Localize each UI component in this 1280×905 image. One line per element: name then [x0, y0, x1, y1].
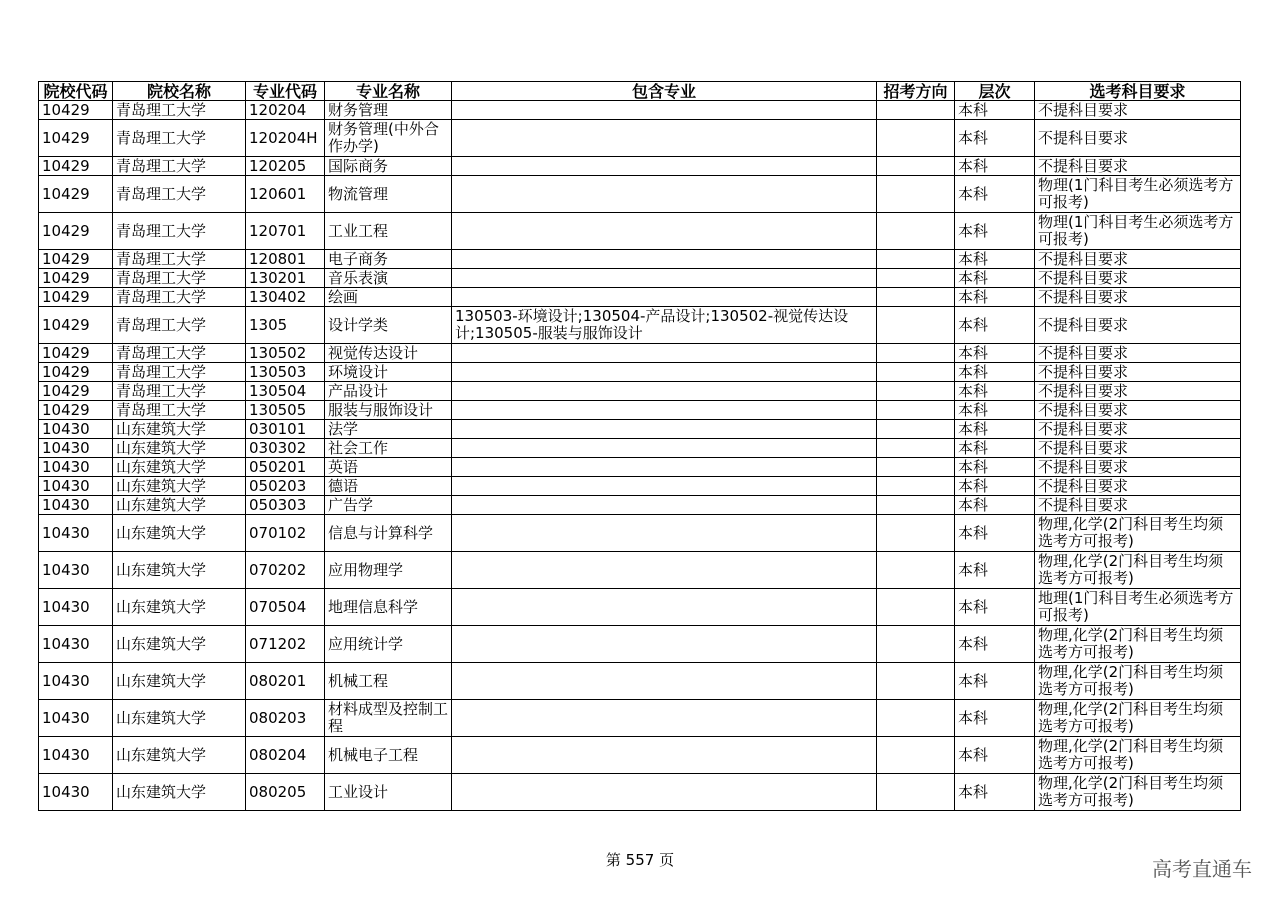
cell-school-code: 10430: [39, 420, 113, 439]
cell-major-name: 音乐表演: [325, 269, 452, 288]
cell-major-name: 英语: [325, 458, 452, 477]
cell-level: 本科: [955, 288, 1035, 307]
cell-school-name: 山东建筑大学: [113, 589, 246, 626]
cell-major-code: 120601: [246, 176, 325, 213]
cell-direction: [877, 515, 955, 552]
cell-direction: [877, 250, 955, 269]
cell-direction: [877, 737, 955, 774]
cell-school-name: 青岛理工大学: [113, 120, 246, 157]
cell-subject-requirement: 不提科目要求: [1035, 382, 1241, 401]
table-row: [39, 288, 1241, 307]
cell-level: 本科: [955, 737, 1035, 774]
cell-subject-requirement: 不提科目要求: [1035, 101, 1241, 120]
cell-level: 本科: [955, 420, 1035, 439]
table-row: [39, 420, 1241, 439]
cell-school-code: 10429: [39, 363, 113, 382]
cell-school-code: 10429: [39, 176, 113, 213]
cell-major-code: 030101: [246, 420, 325, 439]
cell-major-code: 050201: [246, 458, 325, 477]
cell-included-majors: [452, 700, 877, 737]
cell-subject-requirement: 物理,化学(2门科目考生均须选考方可报考): [1035, 626, 1241, 663]
cell-level: 本科: [955, 157, 1035, 176]
cell-school-code: 10429: [39, 157, 113, 176]
header-school-name: 院校名称: [113, 82, 246, 101]
cell-included-majors: [452, 626, 877, 663]
cell-included-majors: [452, 250, 877, 269]
cell-school-code: 10430: [39, 700, 113, 737]
cell-school-code: 10429: [39, 250, 113, 269]
table-row: [39, 307, 1241, 344]
cell-direction: [877, 307, 955, 344]
table-row: [39, 458, 1241, 477]
cell-subject-requirement: 不提科目要求: [1035, 344, 1241, 363]
cell-level: 本科: [955, 250, 1035, 269]
cell-school-name: 山东建筑大学: [113, 626, 246, 663]
table-row: [39, 250, 1241, 269]
cell-subject-requirement: 不提科目要求: [1035, 307, 1241, 344]
cell-level: 本科: [955, 101, 1035, 120]
cell-direction: [877, 382, 955, 401]
cell-subject-requirement: 不提科目要求: [1035, 439, 1241, 458]
cell-included-majors: [452, 439, 877, 458]
table-row: [39, 589, 1241, 626]
cell-subject-requirement: 物理,化学(2门科目考生均须选考方可报考): [1035, 515, 1241, 552]
cell-subject-requirement: 不提科目要求: [1035, 250, 1241, 269]
cell-included-majors: [452, 363, 877, 382]
cell-direction: [877, 157, 955, 176]
cell-level: 本科: [955, 363, 1035, 382]
cell-major-code: 070504: [246, 589, 325, 626]
table-row: [39, 439, 1241, 458]
cell-school-code: 10430: [39, 626, 113, 663]
cell-subject-requirement: 不提科目要求: [1035, 496, 1241, 515]
cell-major-code: 080205: [246, 774, 325, 811]
header-row: [39, 82, 1241, 101]
cell-major-name: 应用统计学: [325, 626, 452, 663]
cell-major-name: 服装与服饰设计: [325, 401, 452, 420]
cell-school-name: 山东建筑大学: [113, 515, 246, 552]
cell-direction: [877, 288, 955, 307]
cell-major-code: 130505: [246, 401, 325, 420]
cell-school-code: 10429: [39, 344, 113, 363]
cell-major-name: 应用物理学: [325, 552, 452, 589]
admissions-table: [38, 81, 1241, 811]
table-row: [39, 382, 1241, 401]
cell-school-name: 青岛理工大学: [113, 307, 246, 344]
cell-direction: [877, 439, 955, 458]
cell-school-code: 10430: [39, 737, 113, 774]
cell-subject-requirement: 地理(1门科目考生必须选考方可报考): [1035, 589, 1241, 626]
table-row: [39, 363, 1241, 382]
cell-direction: [877, 589, 955, 626]
cell-major-name: 社会工作: [325, 439, 452, 458]
cell-school-code: 10430: [39, 663, 113, 700]
header-subject-requirement: 选考科目要求: [1035, 82, 1241, 101]
cell-school-name: 山东建筑大学: [113, 552, 246, 589]
cell-school-name: 青岛理工大学: [113, 288, 246, 307]
cell-included-majors: [452, 157, 877, 176]
cell-level: 本科: [955, 458, 1035, 477]
cell-major-code: 130503: [246, 363, 325, 382]
cell-major-name: 国际商务: [325, 157, 452, 176]
cell-included-majors: [452, 401, 877, 420]
watermark: 高考直通车: [1152, 857, 1252, 881]
cell-major-name: 工业设计: [325, 774, 452, 811]
cell-school-name: 山东建筑大学: [113, 774, 246, 811]
cell-major-name: 材料成型及控制工程: [325, 700, 452, 737]
cell-direction: [877, 552, 955, 589]
cell-major-code: 050203: [246, 477, 325, 496]
cell-direction: [877, 477, 955, 496]
cell-level: 本科: [955, 344, 1035, 363]
cell-school-name: 山东建筑大学: [113, 439, 246, 458]
cell-level: 本科: [955, 496, 1035, 515]
cell-level: 本科: [955, 382, 1035, 401]
cell-school-code: 10430: [39, 515, 113, 552]
cell-school-code: 10430: [39, 552, 113, 589]
cell-major-name: 视觉传达设计: [325, 344, 452, 363]
table-row: [39, 515, 1241, 552]
cell-major-name: 财务管理(中外合作办学): [325, 120, 452, 157]
cell-level: 本科: [955, 477, 1035, 496]
cell-school-code: 10430: [39, 477, 113, 496]
table-row: [39, 344, 1241, 363]
cell-school-code: 10430: [39, 439, 113, 458]
cell-school-code: 10429: [39, 213, 113, 250]
cell-major-name: 机械电子工程: [325, 737, 452, 774]
cell-major-name: 绘画: [325, 288, 452, 307]
cell-school-name: 青岛理工大学: [113, 401, 246, 420]
cell-level: 本科: [955, 663, 1035, 700]
cell-school-name: 青岛理工大学: [113, 176, 246, 213]
cell-subject-requirement: 物理,化学(2门科目考生均须选考方可报考): [1035, 663, 1241, 700]
cell-major-code: 130402: [246, 288, 325, 307]
cell-school-name: 青岛理工大学: [113, 344, 246, 363]
table-row: [39, 401, 1241, 420]
cell-major-code: 120204: [246, 101, 325, 120]
cell-school-name: 山东建筑大学: [113, 737, 246, 774]
cell-subject-requirement: 不提科目要求: [1035, 401, 1241, 420]
cell-school-name: 青岛理工大学: [113, 363, 246, 382]
table-body: [39, 101, 1241, 811]
cell-included-majors: [452, 176, 877, 213]
table-row: [39, 157, 1241, 176]
cell-direction: [877, 420, 955, 439]
cell-school-name: 山东建筑大学: [113, 496, 246, 515]
header-included-majors: 包含专业: [452, 82, 877, 101]
header-major-name: 专业名称: [325, 82, 452, 101]
cell-level: 本科: [955, 307, 1035, 344]
cell-direction: [877, 269, 955, 288]
cell-included-majors: [452, 496, 877, 515]
cell-included-majors: [452, 737, 877, 774]
cell-school-code: 10430: [39, 589, 113, 626]
cell-major-name: 广告学: [325, 496, 452, 515]
cell-school-code: 10429: [39, 269, 113, 288]
cell-major-code: 120204H: [246, 120, 325, 157]
cell-level: 本科: [955, 176, 1035, 213]
page-number: 第 557 页: [605, 851, 675, 869]
cell-subject-requirement: 不提科目要求: [1035, 120, 1241, 157]
cell-included-majors: [452, 515, 877, 552]
cell-included-majors: [452, 120, 877, 157]
cell-major-name: 德语: [325, 477, 452, 496]
cell-included-majors: [452, 101, 877, 120]
cell-direction: [877, 700, 955, 737]
cell-subject-requirement: 不提科目要求: [1035, 363, 1241, 382]
header-school-code: 院校代码: [39, 82, 113, 101]
cell-major-name: 地理信息科学: [325, 589, 452, 626]
cell-school-name: 青岛理工大学: [113, 269, 246, 288]
table-row: [39, 663, 1241, 700]
cell-level: 本科: [955, 120, 1035, 157]
cell-school-name: 青岛理工大学: [113, 382, 246, 401]
cell-major-code: 130504: [246, 382, 325, 401]
cell-subject-requirement: 不提科目要求: [1035, 157, 1241, 176]
cell-major-name: 物流管理: [325, 176, 452, 213]
table-row: [39, 737, 1241, 774]
table-row: [39, 101, 1241, 120]
cell-subject-requirement: 物理,化学(2门科目考生均须选考方可报考): [1035, 737, 1241, 774]
cell-level: 本科: [955, 213, 1035, 250]
cell-major-code: 120701: [246, 213, 325, 250]
cell-included-majors: [452, 288, 877, 307]
cell-major-code: 080204: [246, 737, 325, 774]
header-direction: 招考方向: [877, 82, 955, 101]
cell-major-name: 财务管理: [325, 101, 452, 120]
cell-major-code: 070102: [246, 515, 325, 552]
table-row: [39, 176, 1241, 213]
cell-direction: [877, 101, 955, 120]
cell-school-code: 10429: [39, 101, 113, 120]
cell-major-name: 信息与计算科学: [325, 515, 452, 552]
table-row: [39, 552, 1241, 589]
cell-included-majors: [452, 458, 877, 477]
table-row: [39, 496, 1241, 515]
cell-major-code: 130201: [246, 269, 325, 288]
cell-school-name: 山东建筑大学: [113, 420, 246, 439]
cell-included-majors: [452, 552, 877, 589]
cell-direction: [877, 120, 955, 157]
cell-school-name: 青岛理工大学: [113, 101, 246, 120]
cell-major-name: 电子商务: [325, 250, 452, 269]
cell-major-name: 设计学类: [325, 307, 452, 344]
cell-major-code: 070202: [246, 552, 325, 589]
cell-major-name: 法学: [325, 420, 452, 439]
table-row: [39, 213, 1241, 250]
cell-level: 本科: [955, 401, 1035, 420]
cell-direction: [877, 344, 955, 363]
cell-direction: [877, 774, 955, 811]
cell-subject-requirement: 不提科目要求: [1035, 288, 1241, 307]
cell-level: 本科: [955, 515, 1035, 552]
cell-direction: [877, 458, 955, 477]
cell-school-name: 山东建筑大学: [113, 700, 246, 737]
cell-level: 本科: [955, 700, 1035, 737]
cell-major-code: 120801: [246, 250, 325, 269]
table-row: [39, 120, 1241, 157]
cell-included-majors: 130503-环境设计;130504-产品设计;130502-视觉传达设计;130505-服装与服饰设计: [452, 307, 877, 344]
cell-direction: [877, 213, 955, 250]
cell-subject-requirement: 物理,化学(2门科目考生均须选考方可报考): [1035, 700, 1241, 737]
cell-subject-requirement: 不提科目要求: [1035, 458, 1241, 477]
cell-major-code: 080201: [246, 663, 325, 700]
table-row: [39, 626, 1241, 663]
cell-level: 本科: [955, 552, 1035, 589]
table-row: [39, 477, 1241, 496]
cell-school-code: 10430: [39, 458, 113, 477]
cell-school-code: 10430: [39, 496, 113, 515]
cell-major-code: 071202: [246, 626, 325, 663]
cell-school-name: 山东建筑大学: [113, 477, 246, 496]
cell-direction: [877, 626, 955, 663]
cell-school-code: 10429: [39, 120, 113, 157]
cell-major-code: 120205: [246, 157, 325, 176]
cell-major-code: 1305: [246, 307, 325, 344]
cell-school-code: 10430: [39, 774, 113, 811]
cell-major-name: 机械工程: [325, 663, 452, 700]
cell-direction: [877, 363, 955, 382]
cell-level: 本科: [955, 269, 1035, 288]
cell-level: 本科: [955, 774, 1035, 811]
cell-school-name: 山东建筑大学: [113, 663, 246, 700]
header-major-code: 专业代码: [246, 82, 325, 101]
cell-included-majors: [452, 344, 877, 363]
cell-major-name: 工业工程: [325, 213, 452, 250]
cell-school-name: 青岛理工大学: [113, 157, 246, 176]
cell-school-code: 10429: [39, 382, 113, 401]
cell-included-majors: [452, 420, 877, 439]
cell-school-code: 10429: [39, 307, 113, 344]
cell-direction: [877, 663, 955, 700]
cell-school-name: 山东建筑大学: [113, 458, 246, 477]
cell-subject-requirement: 物理(1门科目考生必须选考方可报考): [1035, 213, 1241, 250]
cell-included-majors: [452, 382, 877, 401]
cell-included-majors: [452, 269, 877, 288]
cell-subject-requirement: 物理,化学(2门科目考生均须选考方可报考): [1035, 774, 1241, 811]
cell-level: 本科: [955, 589, 1035, 626]
cell-major-code: 080203: [246, 700, 325, 737]
cell-included-majors: [452, 213, 877, 250]
cell-major-code: 130502: [246, 344, 325, 363]
cell-major-code: 050303: [246, 496, 325, 515]
table-row: [39, 269, 1241, 288]
cell-subject-requirement: 物理(1门科目考生必须选考方可报考): [1035, 176, 1241, 213]
cell-included-majors: [452, 477, 877, 496]
cell-major-name: 环境设计: [325, 363, 452, 382]
cell-subject-requirement: 不提科目要求: [1035, 477, 1241, 496]
cell-school-name: 青岛理工大学: [113, 213, 246, 250]
cell-school-name: 青岛理工大学: [113, 250, 246, 269]
cell-direction: [877, 401, 955, 420]
cell-included-majors: [452, 774, 877, 811]
cell-major-name: 产品设计: [325, 382, 452, 401]
cell-direction: [877, 176, 955, 213]
cell-level: 本科: [955, 439, 1035, 458]
cell-included-majors: [452, 589, 877, 626]
cell-included-majors: [452, 663, 877, 700]
cell-direction: [877, 496, 955, 515]
cell-school-code: 10429: [39, 401, 113, 420]
cell-subject-requirement: 不提科目要求: [1035, 269, 1241, 288]
header-level: 层次: [955, 82, 1035, 101]
cell-subject-requirement: 不提科目要求: [1035, 420, 1241, 439]
cell-level: 本科: [955, 626, 1035, 663]
cell-subject-requirement: 物理,化学(2门科目考生均须选考方可报考): [1035, 552, 1241, 589]
table-row: [39, 774, 1241, 811]
table-row: [39, 700, 1241, 737]
cell-school-code: 10429: [39, 288, 113, 307]
cell-major-code: 030302: [246, 439, 325, 458]
